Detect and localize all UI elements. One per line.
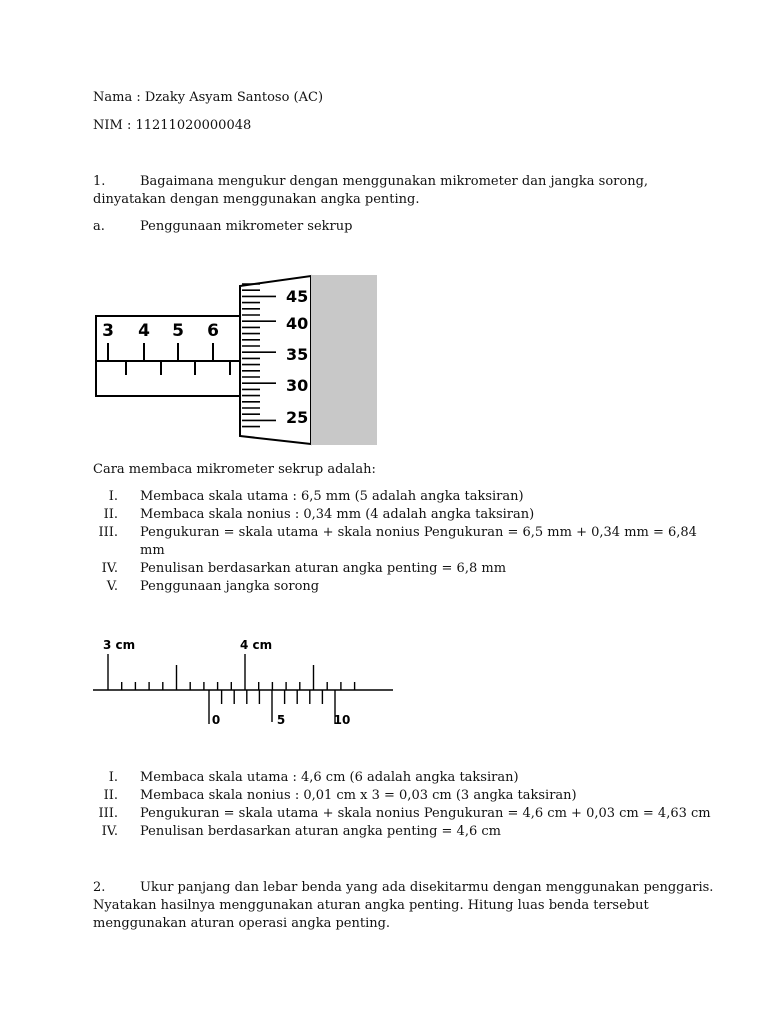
step-number: III. — [98, 525, 118, 540]
caliper-main-label: 3 cm — [103, 638, 136, 652]
step-number: IV. — [101, 561, 118, 576]
caliper-main-ticks — [108, 654, 355, 690]
q2-number: 2. — [93, 880, 106, 895]
step-text: Penggunaan jangka sorong — [140, 579, 320, 594]
thimble-label: 25 — [286, 408, 309, 427]
thimble-label: 30 — [286, 376, 309, 395]
student-name: Nama : Dzaky Asyam Santoso (AC) — [93, 90, 324, 105]
caliper-main-label: 4 cm — [240, 638, 273, 652]
thimble-label: 45 — [286, 287, 309, 306]
q1-sub-a-title: Penggunaan mikrometer sekrup — [140, 219, 353, 234]
step-number: II. — [103, 788, 118, 803]
step-text: Penulisan berdasarkan aturan angka penting = 6,8 mm — [140, 561, 507, 576]
step-text-continued: mm — [140, 543, 165, 558]
q1-text-line1: Bagaimana mengukur dengan menggunakan mikrometer dan jangka sorong, — [140, 174, 649, 189]
main-label: 6 — [207, 321, 219, 341]
step-text: Membaca skala nonius : 0,01 cm x 3 = 0,03 cm (3 angka taksiran) — [140, 788, 577, 803]
spindle-block — [311, 275, 377, 445]
main-label: 3 — [102, 321, 114, 341]
step-number: I. — [108, 770, 118, 785]
caliper-vernier-label: 0 — [211, 713, 221, 727]
step-text: Pengukuran = skala utama + skala nonius Pengukuran = 6,5 mm + 0,34 mm = 6,84 — [140, 525, 697, 540]
main-label: 5 — [172, 321, 184, 341]
caliper-vernier-label: 5 — [276, 713, 286, 727]
step-number: III. — [98, 806, 118, 821]
step-text: Membaca skala utama : 6,5 mm (5 adalah angka taksiran) — [140, 489, 524, 504]
q1-number: 1. — [93, 174, 106, 189]
q2-text-line2: Nyatakan hasilnya menggunakan aturan angka penting. Hitung luas benda tersebut — [93, 898, 649, 913]
step-number: V. — [106, 579, 118, 594]
q1-sub-a-marker: a. — [93, 219, 105, 234]
micrometer-intro: Cara membaca mikrometer sekrup adalah: — [93, 462, 376, 477]
caliper-vernier-label: 10 — [333, 713, 351, 727]
student-nim: NIM : 11211020000048 — [93, 118, 252, 133]
step-text: Membaca skala utama : 4,6 cm (6 adalah angka taksiran) — [140, 770, 519, 785]
step-number: IV. — [101, 824, 118, 839]
caliper-diagram — [90, 632, 400, 732]
micrometer-diagram — [90, 270, 382, 450]
q2-text-line1: Ukur panjang dan lebar benda yang ada disekitarmu dengan menggunakan penggaris. — [140, 880, 714, 895]
main-label: 4 — [138, 321, 150, 341]
caliper-vernier-ticks — [209, 690, 335, 724]
step-text: Pengukuran = skala utama + skala nonius Pengukuran = 4,6 cm + 0,03 cm = 4,63 cm — [140, 806, 711, 821]
step-text: Membaca skala nonius : 0,34 mm (4 adalah angka taksiran) — [140, 507, 535, 522]
thimble-label: 40 — [286, 314, 309, 333]
q2-text-line3: menggunakan aturan operasi angka penting. — [93, 916, 391, 931]
step-text: Penulisan berdasarkan aturan angka penting = 4,6 cm — [140, 824, 501, 839]
step-number: I. — [108, 489, 118, 504]
q1-text-line2: dinyatakan dengan menggunakan angka penting. — [93, 192, 420, 207]
thimble-label: 35 — [286, 345, 309, 364]
step-number: II. — [103, 507, 118, 522]
